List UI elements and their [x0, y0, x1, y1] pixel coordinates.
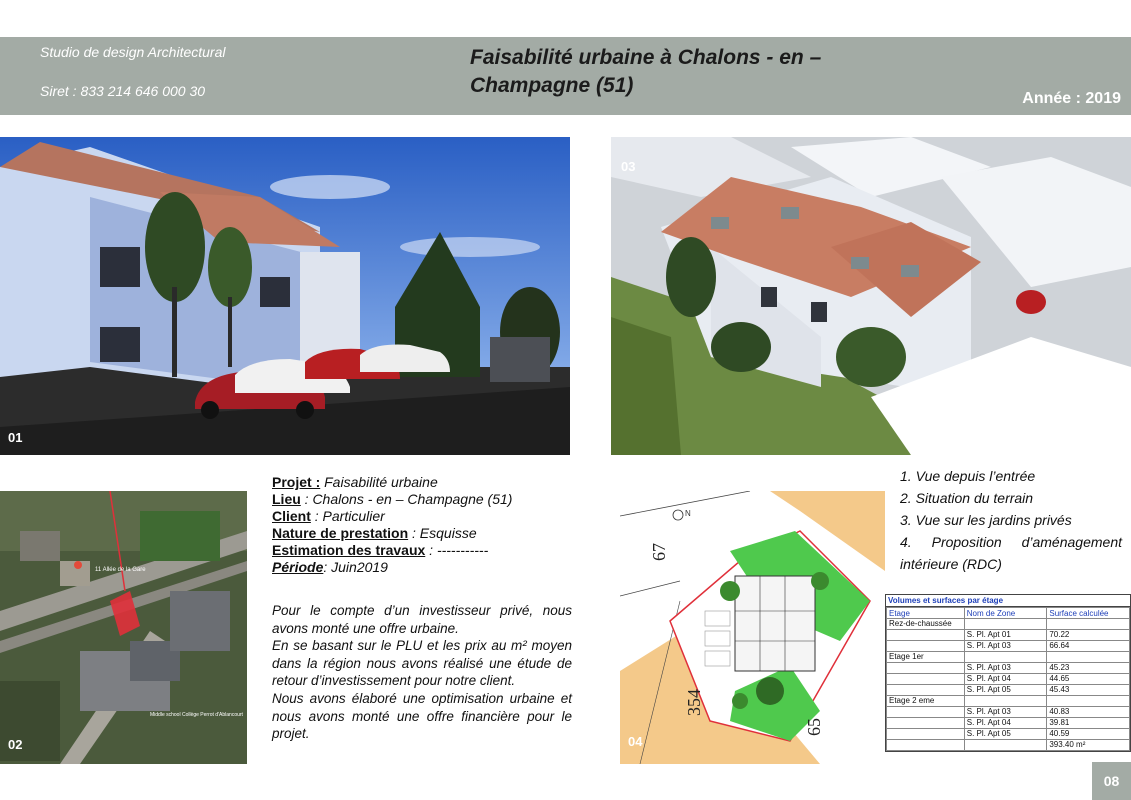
- description-para-2: En se basant sur le PLU et les prix au m² moyen dans la région nous avons réalisé une étude de retour d’investissement pour notre client.: [272, 638, 572, 689]
- table-row: [887, 729, 1130, 740]
- surfaces-header-surface: Surface calculée: [1047, 608, 1130, 619]
- table-cell: [887, 641, 965, 652]
- page-title: [470, 44, 910, 100]
- table-row: [887, 619, 1130, 630]
- table-cell: Rez-de-chaussée: [887, 619, 965, 630]
- table-row: [887, 674, 1130, 685]
- legend-item-3: 3. Vue sur les jardins privés: [900, 512, 1072, 528]
- info-projet-key: Projet :: [272, 474, 321, 490]
- surfaces-table: [885, 594, 1131, 752]
- table-cell: S. Pl. Apt 03: [964, 641, 1047, 652]
- table-cell: S. Pl. Apt 05: [964, 685, 1047, 696]
- table-cell: [887, 663, 965, 674]
- year-label: Année : 2019: [1022, 90, 1121, 107]
- info-client-value: : Particulier: [310, 508, 385, 524]
- title-line-1: Faisabilité urbaine à Chalons - en –: [470, 46, 822, 69]
- info-estimation-value: : -----------: [425, 542, 489, 558]
- render-entrance-illustration: [0, 137, 570, 455]
- surfaces-header-row: [887, 608, 1130, 619]
- table-row: [887, 652, 1130, 663]
- info-nature-value: : Esquisse: [408, 525, 477, 541]
- table-row: [887, 718, 1130, 729]
- render-entrance-view: [0, 137, 570, 455]
- table-cell: [1047, 696, 1130, 707]
- table-cell: S. Pl. Apt 03: [964, 707, 1047, 718]
- legend-item-2: 2. Situation du terrain: [900, 490, 1034, 506]
- studio-name: Studio de design Architectural: [40, 44, 226, 60]
- info-client: [272, 508, 592, 525]
- table-cell: [964, 652, 1047, 663]
- info-projet-value: Faisabilité urbaine: [320, 474, 438, 490]
- surfaces-table-title: Volumes et surfaces par étage: [886, 595, 1130, 607]
- table-cell: [964, 696, 1047, 707]
- image-number-01: 01: [8, 430, 23, 445]
- table-cell: [887, 740, 965, 751]
- table-cell: S. Pl. Apt 04: [964, 674, 1047, 685]
- image-number-03: 03: [621, 159, 636, 174]
- image-legend: [900, 465, 1122, 575]
- table-row: [887, 740, 1130, 751]
- table-cell: 66.64: [1047, 641, 1130, 652]
- info-periode-value: : Juin2019: [323, 559, 388, 575]
- info-lieu-key: Lieu: [272, 491, 301, 507]
- info-estimation: [272, 542, 592, 559]
- project-info: [272, 474, 592, 576]
- table-row: [887, 696, 1130, 707]
- description-para-1: Pour le compte d’un investisseur privé, nous avons monté une offre urbaine.: [272, 603, 572, 636]
- image-number-02: 02: [8, 737, 23, 752]
- table-cell: S. Pl. Apt 01: [964, 630, 1047, 641]
- table-cell: 70.22: [1047, 630, 1130, 641]
- plan-dim-354: 354: [684, 689, 704, 716]
- title-line-2: Champagne (51): [470, 74, 634, 97]
- info-lieu-value: : Chalons - en – Champagne (51): [300, 491, 513, 507]
- table-cell: 40.59: [1047, 729, 1130, 740]
- info-periode-key: Période: [272, 559, 324, 575]
- plan-dim-67: 67: [649, 543, 669, 561]
- satellite-illustration: [0, 491, 247, 764]
- project-description: [272, 602, 572, 743]
- table-cell: [887, 674, 965, 685]
- table-cell: 39.81: [1047, 718, 1130, 729]
- table-cell: [964, 740, 1047, 751]
- description-para-3: Nous avons élaboré une optimisation urbaine et nous avons monté une offre financière pour le projet.: [272, 690, 572, 742]
- surfaces-body: [887, 619, 1130, 751]
- table-cell: S. Pl. Apt 05: [964, 729, 1047, 740]
- plan-dim-65: 65: [804, 718, 824, 736]
- table-cell: 393.40 m²: [1047, 740, 1130, 751]
- satellite-address-label: 11 Allée de la Gare: [95, 567, 146, 573]
- table-cell: Etage 1er: [887, 652, 965, 663]
- plan-illustration: [620, 491, 885, 764]
- page-number: 08: [1092, 762, 1131, 800]
- table-row: [887, 663, 1130, 674]
- table-row: [887, 630, 1130, 641]
- table-cell: [887, 630, 965, 641]
- render-gardens-illustration: [611, 137, 1131, 455]
- table-cell: 40.83: [1047, 707, 1130, 718]
- surfaces-grid: [886, 607, 1130, 751]
- surfaces-header-etage: Etage: [887, 608, 965, 619]
- table-cell: [887, 685, 965, 696]
- info-lieu: [272, 491, 592, 508]
- legend-item-4: 4. Proposition d’aménagement intérieure (RDC): [900, 534, 1122, 572]
- ground-floor-plan: [620, 491, 885, 764]
- image-number-04: 04: [628, 734, 643, 749]
- table-cell: [887, 707, 965, 718]
- info-nature: [272, 525, 592, 542]
- info-client-key: Client: [272, 508, 311, 524]
- info-estimation-key: Estimation des travaux: [272, 542, 426, 558]
- info-nature-key: Nature de prestation: [272, 525, 409, 541]
- table-cell: [1047, 652, 1130, 663]
- siret-number: Siret : 833 214 646 000 30: [40, 83, 206, 99]
- satellite-map: [0, 491, 247, 764]
- info-periode: [272, 559, 592, 576]
- table-cell: S. Pl. Apt 03: [964, 663, 1047, 674]
- table-cell: [964, 619, 1047, 630]
- render-gardens-view: [611, 137, 1131, 455]
- table-cell: Etage 2 eme: [887, 696, 965, 707]
- table-cell: S. Pl. Apt 04: [964, 718, 1047, 729]
- table-cell: [887, 718, 965, 729]
- surfaces-header-zone: Nom de Zone: [964, 608, 1047, 619]
- plan-north-label: N: [685, 509, 691, 518]
- legend-item-1: 1. Vue depuis l’entrée: [900, 468, 1036, 484]
- info-projet: [272, 474, 592, 491]
- table-row: [887, 685, 1130, 696]
- table-cell: 44.65: [1047, 674, 1130, 685]
- table-row: [887, 641, 1130, 652]
- table-cell: 45.43: [1047, 685, 1130, 696]
- table-cell: [1047, 619, 1130, 630]
- satellite-school-label: Middle school Collège Perrot d'Ablancourt: [150, 712, 243, 718]
- table-cell: 45.23: [1047, 663, 1130, 674]
- table-row: [887, 707, 1130, 718]
- table-cell: [887, 729, 965, 740]
